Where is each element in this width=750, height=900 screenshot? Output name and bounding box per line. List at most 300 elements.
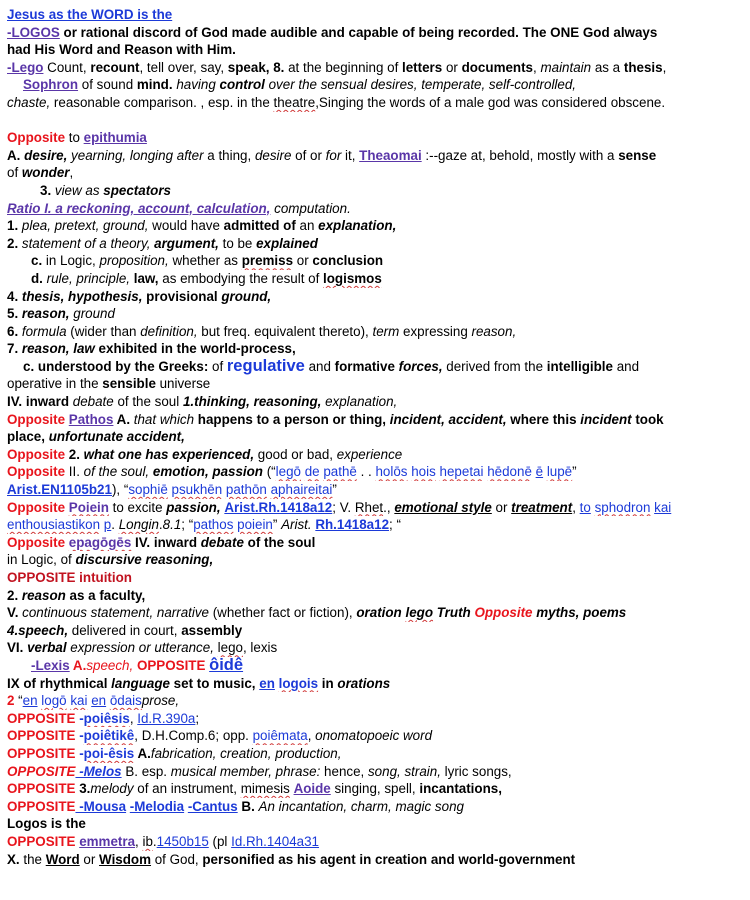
text: ib [142, 833, 153, 849]
greek-link[interactable]: holōs [375, 464, 408, 480]
aoide-link[interactable]: Aoide [293, 781, 331, 797]
citation-link[interactable]: Id.Rh.1404a31 [231, 833, 319, 849]
text: 4. [7, 288, 22, 304]
line-02 [7, 24, 744, 42]
text: 3. [40, 182, 55, 198]
greek-link[interactable]: en [259, 675, 275, 691]
line-29 [7, 516, 744, 534]
greek-link[interactable]: poiein [237, 517, 273, 533]
text: expressing [399, 323, 472, 339]
greek-link[interactable]: to [579, 499, 591, 515]
text: of the soul, [83, 464, 153, 480]
text: wonder [21, 165, 70, 181]
text: for [325, 147, 342, 163]
text: :--gaze at, behold, mostly with a [421, 147, 619, 163]
title-link[interactable]: Jesus as the WORD is the [7, 7, 173, 22]
text: 5. [7, 306, 22, 322]
lexis-link[interactable]: -Lexis [31, 657, 70, 673]
text: explanation, [318, 218, 397, 234]
text: plea, pretext, ground, [18, 218, 149, 234]
text: delivered in court, [68, 622, 182, 638]
text: thesis [623, 59, 663, 75]
text: d. [31, 270, 43, 286]
text: , [307, 728, 316, 744]
text: intelligible [546, 358, 613, 374]
text: as a faculty, [65, 587, 146, 603]
text: OPPOSITE [7, 710, 76, 726]
text: ground [69, 306, 115, 322]
text: term [372, 323, 400, 339]
text: mind. [136, 77, 173, 93]
text: . [158, 517, 163, 533]
text: letters [402, 59, 443, 75]
greek-link[interactable]: hois [411, 464, 436, 480]
line-39 [7, 692, 744, 710]
text: in Logic, [42, 253, 100, 269]
poiein-link[interactable]: Poiein [68, 499, 109, 515]
emmetra-link[interactable]: emmetra [79, 833, 136, 849]
text: place, [7, 429, 49, 445]
line-44 [7, 780, 744, 798]
greek-link[interactable]: hēdonē [487, 464, 532, 480]
greek-link[interactable]: legō [275, 464, 301, 480]
greek-link[interactable]: p [103, 517, 112, 533]
text: continuous statement, narrative [22, 605, 209, 621]
text: ; V. [332, 499, 355, 515]
greek-link[interactable]: aphaireitai [270, 482, 333, 498]
line-09 [7, 164, 744, 182]
line-26 [7, 463, 744, 481]
text: (wider than [66, 323, 141, 339]
text: incident, accident, [389, 411, 507, 427]
line-08 [7, 147, 744, 165]
text: of sound [78, 77, 137, 93]
text: reason [21, 587, 66, 603]
text: 1. [7, 218, 19, 234]
text: the [19, 851, 46, 867]
line-25 [7, 446, 744, 464]
line-14 [7, 252, 744, 270]
greek-link[interactable]: poiêtikê [83, 728, 135, 744]
text: incantations, [419, 781, 502, 797]
text: Longin [118, 517, 159, 533]
greek-link[interactable]: kai [70, 693, 88, 709]
text: unfortunate accident, [48, 429, 185, 445]
text: ” [332, 482, 337, 498]
text: maintain [540, 59, 592, 75]
spacer [7, 112, 744, 130]
text: or [491, 499, 512, 515]
text: speak, 8. [227, 59, 285, 75]
text: to excite [108, 499, 167, 515]
line-15 [7, 270, 744, 288]
line-21 [7, 375, 744, 393]
text: ground, [221, 288, 272, 304]
text: at the beginning of [284, 59, 403, 75]
greek-link[interactable]: psukhēn [171, 482, 223, 498]
text: emotion, passion [152, 464, 263, 480]
text: Opposite [7, 534, 66, 550]
citation-link[interactable]: Arist.Rh.1418a12 [224, 499, 333, 515]
text: “ [18, 693, 23, 709]
text: sense [618, 147, 657, 163]
text: OPPOSITE [7, 745, 76, 761]
line-18 [7, 323, 744, 341]
text: singing, spell, [330, 781, 420, 797]
text: of God, [151, 851, 203, 867]
line-07 [7, 129, 744, 147]
epithumia-link[interactable]: epithumia [83, 130, 147, 146]
text: Count, [43, 59, 91, 75]
line-17 [7, 305, 744, 323]
text: that which [133, 411, 195, 427]
text: or [442, 59, 462, 75]
mousa-link[interactable]: -Mousa [75, 798, 127, 814]
text: A. [7, 147, 21, 163]
text: orations [337, 675, 391, 691]
citation-link[interactable]: Id.R.390a [137, 710, 196, 726]
text: 8.1 [162, 517, 182, 533]
text: Truth [436, 605, 471, 621]
text: 4.speech, [7, 622, 69, 638]
logos-link[interactable]: -LOGOS [7, 24, 60, 40]
text: 2. [65, 446, 84, 462]
text: of [208, 358, 227, 374]
line-10 [7, 182, 744, 200]
pathos-link[interactable]: Pathos [68, 411, 114, 427]
text: treatment [511, 499, 573, 515]
greek-link[interactable]: pathos [193, 517, 234, 533]
text: - [75, 728, 84, 744]
text: OPPOSITE [133, 657, 210, 673]
text: Logos is the [7, 816, 86, 832]
line-45 [7, 798, 744, 816]
text: A. [134, 745, 151, 761]
text: but freq. equivalent thereto), [197, 323, 373, 339]
text: , [129, 710, 138, 726]
text: of or [291, 147, 326, 163]
text: . . [356, 464, 376, 480]
text: 2. [7, 587, 22, 603]
greek-link[interactable]: hepetai [439, 464, 484, 480]
line-22 [7, 393, 744, 411]
text: documents [461, 59, 534, 75]
text: fabrication, creation, production, [150, 745, 342, 761]
text: OPPOSITE [7, 833, 76, 849]
text: IV. inward [7, 394, 73, 410]
line-34 [7, 604, 744, 622]
text: incident [580, 411, 632, 427]
greek-link[interactable]: poi-êsis [83, 745, 135, 761]
citation-link[interactable]: Arist.EN1105b21 [7, 482, 112, 498]
greek-link[interactable]: pathē [323, 464, 357, 480]
text: explained [256, 235, 318, 251]
text: VI. [7, 640, 28, 656]
text: B. esp. [121, 763, 171, 779]
text: or [293, 253, 313, 269]
text: statement of a theory, [18, 235, 155, 251]
text: c. understood by the Greeks: [23, 358, 209, 374]
text: , tell over, say, [139, 59, 228, 75]
text: forces, [394, 358, 443, 374]
text: speech, [86, 657, 134, 673]
text: would have [148, 218, 224, 234]
text: A. [69, 657, 87, 673]
cantus-link[interactable]: -Cantus [187, 798, 238, 814]
text: IX of rhythmical [7, 675, 112, 691]
text: c. [31, 253, 43, 269]
text: Arist. [281, 517, 312, 533]
text: . [111, 517, 119, 533]
line-11 [7, 200, 744, 218]
greek-link[interactable]: sphodron [594, 499, 651, 515]
text: as embodying the result of [158, 270, 324, 286]
text: , [533, 59, 541, 75]
text: and [304, 358, 335, 374]
text: Opposite [7, 499, 66, 515]
text: sensible [102, 376, 156, 392]
lego-link[interactable]: -Lego [7, 59, 44, 75]
text: good or bad, [254, 446, 337, 462]
text: prose, [141, 693, 180, 709]
text: to be [218, 235, 257, 251]
text: 6. [7, 323, 22, 339]
text: an [295, 218, 319, 234]
text: premiss [241, 253, 294, 269]
text: explanation, [321, 394, 398, 410]
text: whether as [168, 253, 242, 269]
text: and [612, 358, 640, 374]
text: or rational discord of God made audible and capable of being recorded. The ONE God always [59, 24, 658, 40]
line-23 [7, 411, 744, 429]
line-46 [7, 815, 744, 833]
text: assembly [181, 622, 243, 638]
text: view [54, 182, 82, 198]
text: Rhet [354, 499, 384, 515]
epagoges-link[interactable]: epagōgēs [68, 534, 132, 550]
line-01 [7, 6, 744, 24]
line-13 [7, 235, 744, 253]
text: hence, [320, 763, 368, 779]
line-47 [7, 833, 744, 851]
text: OPPOSITE [7, 728, 76, 744]
text: A. [113, 411, 134, 427]
ratio-link[interactable]: Ratio I. a reckoning, account, calculation, [7, 200, 271, 216]
text: IV. inward [131, 534, 201, 550]
text: thesis, hypothesis, [21, 288, 143, 304]
citation-link[interactable]: 1450b15 [156, 833, 209, 849]
line-28 [7, 499, 744, 517]
text: 2. [7, 235, 19, 251]
text: longing after [129, 147, 204, 163]
text: , [135, 833, 143, 849]
line-48 [7, 851, 744, 869]
text: 1.thinking, reasoning, [182, 394, 322, 410]
greek-link[interactable]: logois [278, 675, 319, 691]
text: (whether fact or fiction), [209, 605, 357, 621]
greek-link[interactable]: poiêmata [252, 728, 308, 744]
text: of [7, 165, 22, 181]
text: or [79, 851, 100, 867]
line-03 [7, 41, 744, 59]
text: B. [237, 798, 259, 814]
greek-link[interactable]: kai [654, 499, 672, 515]
text: (“ [263, 464, 276, 480]
text: as a [591, 59, 624, 75]
text: desire, [24, 147, 68, 163]
line-31 [7, 551, 744, 569]
greek-link[interactable]: enthousiastikon [7, 517, 101, 533]
line-33 [7, 587, 744, 605]
oide-link[interactable]: ôidê [209, 656, 244, 674]
line-19 [7, 340, 744, 358]
text: - [75, 745, 84, 761]
line-05 [7, 76, 744, 94]
text: of the soul [243, 534, 316, 550]
text: operative in the [7, 376, 103, 392]
text: formula [21, 323, 67, 339]
text: had His Word and Reason with Him. [7, 42, 236, 58]
theaomai-link[interactable]: Theaomai [359, 147, 422, 163]
text: theatre [273, 94, 316, 110]
text: spectators [103, 182, 172, 198]
line-43 [7, 763, 744, 781]
text: where this [506, 411, 581, 427]
citation-link[interactable]: Rh.1418a12 [315, 517, 390, 533]
text: . [152, 833, 157, 849]
line-20 [7, 358, 744, 376]
text: myths, poems [536, 605, 627, 621]
text: debate [72, 394, 114, 410]
text: it, [341, 147, 360, 163]
text: chaste, [7, 94, 51, 110]
text: Word [45, 851, 80, 867]
text: An incantation, charm, magic song [258, 798, 464, 814]
greek-link[interactable]: lupē [546, 464, 573, 480]
sophron-link[interactable]: Sophron [23, 77, 79, 93]
line-24 [7, 428, 744, 446]
text: Wisdom [99, 851, 152, 867]
text: personified as his agent in creation and world-government [202, 851, 576, 867]
text: as [81, 182, 104, 198]
text: OPPOSITE [7, 763, 76, 779]
text: ; “ [181, 517, 194, 533]
greek-link[interactable]: pathōn [225, 482, 267, 498]
text: derived from the [442, 358, 547, 374]
text: , lexis [242, 640, 278, 656]
line-06 [7, 94, 744, 112]
greek-link[interactable]: ē [535, 464, 544, 480]
text: in Logic, of [7, 552, 76, 568]
text: ,Singing the words of a male god was considered obscene. [315, 94, 666, 110]
text: melody [90, 781, 134, 797]
text: , [662, 59, 667, 75]
text: 2 [7, 693, 19, 709]
text: set to music, [169, 675, 260, 691]
text: V. [7, 605, 23, 621]
text: ; [195, 710, 200, 726]
text: ), “ [111, 482, 129, 498]
text: musical member, phrase: [170, 763, 321, 779]
text: rule, principle, [42, 270, 134, 286]
line-32 [7, 569, 744, 587]
line-30 [7, 534, 744, 552]
text: Opposite [7, 464, 66, 480]
line-37 [7, 657, 744, 675]
text: having [172, 77, 220, 93]
text: computation. [270, 200, 351, 216]
text: reason, [471, 323, 517, 339]
text: argument, [154, 235, 219, 251]
text: yearning, [67, 147, 130, 163]
text: formative [334, 358, 395, 374]
text: - [75, 710, 84, 726]
greek-link[interactable]: ōdais [109, 693, 142, 709]
text: exhibited in the world-process, [94, 341, 296, 357]
text: law, [133, 270, 159, 286]
text: proposition, [99, 253, 169, 269]
text: reason, [21, 306, 70, 322]
text: expression or utterance, [66, 640, 218, 656]
line-35 [7, 622, 744, 640]
text: recount [90, 59, 140, 75]
text: ; “ [389, 517, 401, 533]
text: definition, [140, 323, 198, 339]
greek-link[interactable]: en [22, 693, 38, 709]
text: oration [356, 605, 402, 621]
text: 7. [7, 341, 22, 357]
line-40 [7, 710, 744, 728]
text: universe [155, 376, 211, 392]
melos-link[interactable]: -Melos [75, 763, 122, 779]
text: , [572, 499, 580, 515]
line-42 [7, 745, 744, 763]
text: logismos [323, 270, 382, 286]
text: discursive reasoning, [75, 552, 214, 568]
text: X. [7, 851, 20, 867]
text: reasonable comparison. , esp. in the [50, 94, 274, 110]
melodia-link[interactable]: -Melodia [129, 798, 185, 814]
text: debate [200, 534, 244, 550]
text: onomatopoeic word [315, 728, 433, 744]
text: language [111, 675, 170, 691]
greek-link[interactable]: en [91, 693, 107, 709]
text: ” [572, 464, 577, 480]
text: took [631, 411, 664, 427]
text: II. [65, 464, 84, 480]
greek-link[interactable]: sophiē [128, 482, 168, 498]
line-41 [7, 727, 744, 745]
line-38 [7, 675, 744, 693]
greek-link[interactable]: logō [41, 693, 67, 709]
text: to [65, 130, 84, 146]
text: control [219, 77, 265, 93]
text: 3. [75, 781, 91, 797]
text: provisional [142, 288, 222, 304]
text: Opposite [7, 130, 66, 146]
text: desire [254, 147, 292, 163]
line-27 [7, 481, 744, 499]
text: (pl [208, 833, 232, 849]
text: to a person or thing, [256, 411, 390, 427]
text: happens [194, 411, 257, 427]
greek-link[interactable]: de [304, 464, 320, 480]
text: a thing, [203, 147, 255, 163]
text: what one has experienced, [83, 446, 255, 462]
text: of an instrument, [133, 781, 241, 797]
greek-link[interactable]: poiêsis [83, 710, 130, 726]
text: reason, law [21, 341, 95, 357]
